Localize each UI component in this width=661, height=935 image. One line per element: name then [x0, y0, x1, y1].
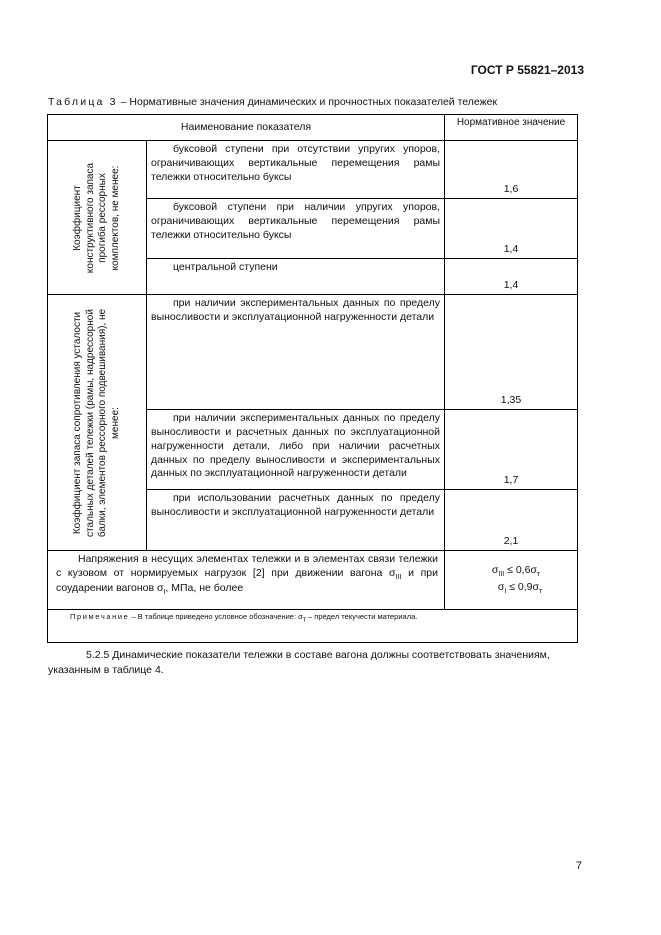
table-note: Примечание – В таблице приведено условное обозначение: $\sigma_т$ – предел текучести материала.: [48, 610, 578, 643]
stress-values: [445, 551, 578, 610]
page-number: 7: [575, 860, 582, 872]
table-row: [48, 141, 578, 199]
norms-table: [47, 114, 578, 643]
row-value: 1,7: [445, 410, 578, 490]
table-caption-text: – Нормативные значения динамических и прочностных показателей тележек: [117, 96, 498, 108]
note-row: [48, 610, 578, 643]
stress-limit-impact: $\sigma_I \le 0,9\sigma_т$: [497, 581, 543, 596]
stress-description: Напряжения в несущих элементах тележки и в элементах связи тележки с кузовом от нормируемых нагрузок [2] при движении вагона $\sigma_{III}$ и при соударении вагонов $\sigma_I$, МПа, не более: [48, 551, 445, 610]
stress-row: [48, 551, 578, 610]
row-value: 1,35: [445, 295, 578, 410]
stress-limit-motion: $\sigma_{III} \le 0,6\sigma_т$: [491, 564, 541, 579]
row-description: при наличии экспериментальных данных по пределу выносливости и эксплуатационной нагруженности детали: [147, 295, 445, 410]
table-row: [48, 295, 578, 410]
row-value: 1,4: [445, 199, 578, 259]
row-value: 2,1: [445, 490, 578, 551]
section-paragraph: 5.2.5 Динамические показатели тележки в составе вагона должны соответствовать значениям, указанным в таблице 4.: [48, 649, 550, 677]
row-description: буксовой ступени при наличии упругих упоров, ограничивающих вертикальные перемещения рамы тележки относительно буксы: [147, 199, 445, 259]
group-label-deflection: Коэффициент конструктивного запаса прогиба рессорных комплектов, не менее:: [72, 162, 121, 273]
row-value: 1,4: [445, 259, 578, 295]
header-normative-value: Нормативное значение: [445, 115, 578, 141]
row-description: центральной ступени: [147, 259, 445, 295]
row-description: при использовании расчетных данных по пределу выносливости и эксплуатационной нагруженности детали: [147, 490, 445, 551]
header-indicator-name: Наименование показателя: [48, 115, 445, 141]
group-label-fatigue: Коэффициент запаса сопротивления усталости стальных деталей тележки (рамы, надрессорной балки, элементов рессорного подвешивания), не менее:: [72, 308, 121, 537]
group-label-cell: [48, 141, 147, 295]
row-description: буксовой ступени при отсутствии упругих упоров, ограничивающих вертикальные перемещения рамы тележки относительно буксы: [147, 141, 445, 199]
document-code: ГОСТ Р 55821–2013: [470, 63, 584, 77]
row-value: 1,6: [445, 141, 578, 199]
row-description: при наличии экспериментальных данных по пределу выносливости и расчетных данных по эксплуатационной нагруженности детали, либо при наличии расчетных данных по пределу выносливости и экспериментальных данных по эксплуатационной нагруженности детали: [147, 410, 445, 490]
table-caption-lead: Таблица 3: [48, 96, 118, 108]
group-label-cell: [48, 295, 147, 551]
table-caption: [48, 96, 497, 108]
table-header-row: [48, 115, 578, 141]
